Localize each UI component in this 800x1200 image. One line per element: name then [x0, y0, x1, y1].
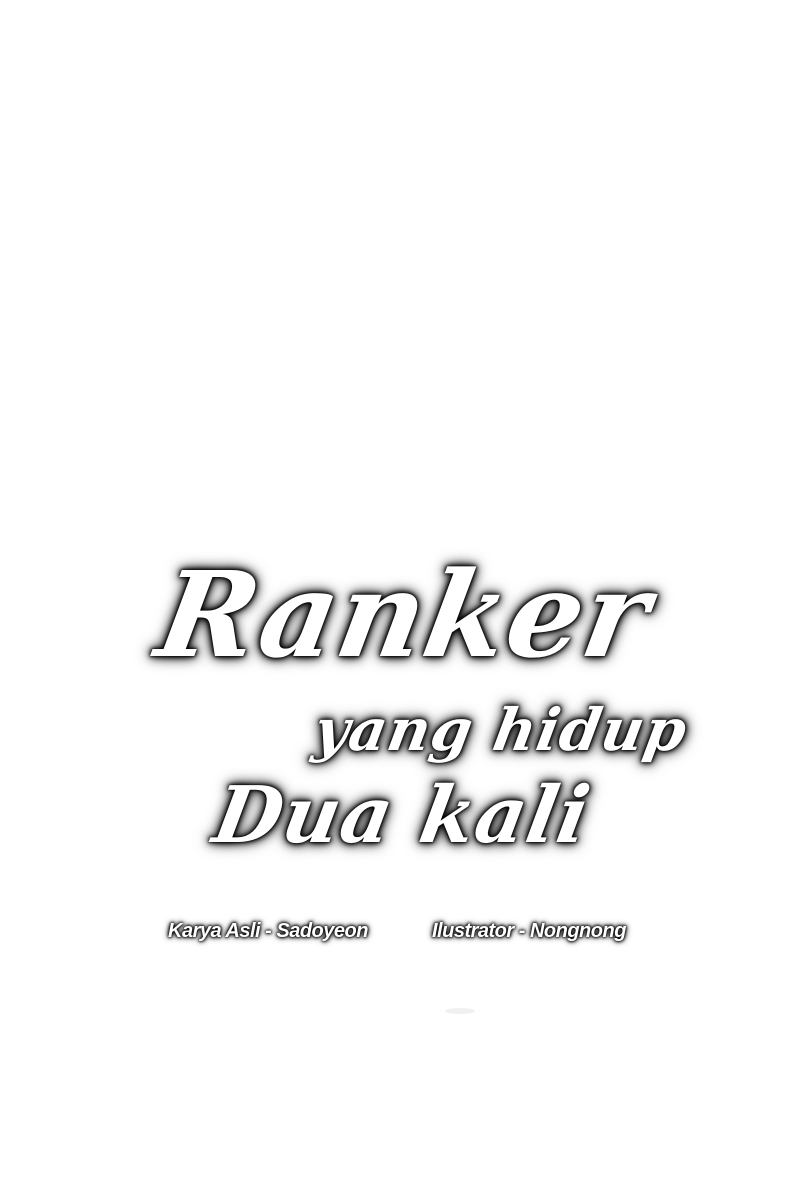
credits-row: [0, 920, 800, 960]
illustrator-credit: Ilustrator - Nongnong: [432, 920, 626, 942]
decorative-smudge: [445, 1008, 475, 1014]
title-line-dua-kali: Dua kali: [207, 770, 598, 861]
series-title: [140, 545, 693, 885]
title-line-yang-hidup: yang hidup: [309, 696, 693, 764]
title-line-ranker: Ranker: [147, 545, 661, 684]
original-author-credit: Karya Asli - Sadoyeon: [168, 920, 368, 942]
